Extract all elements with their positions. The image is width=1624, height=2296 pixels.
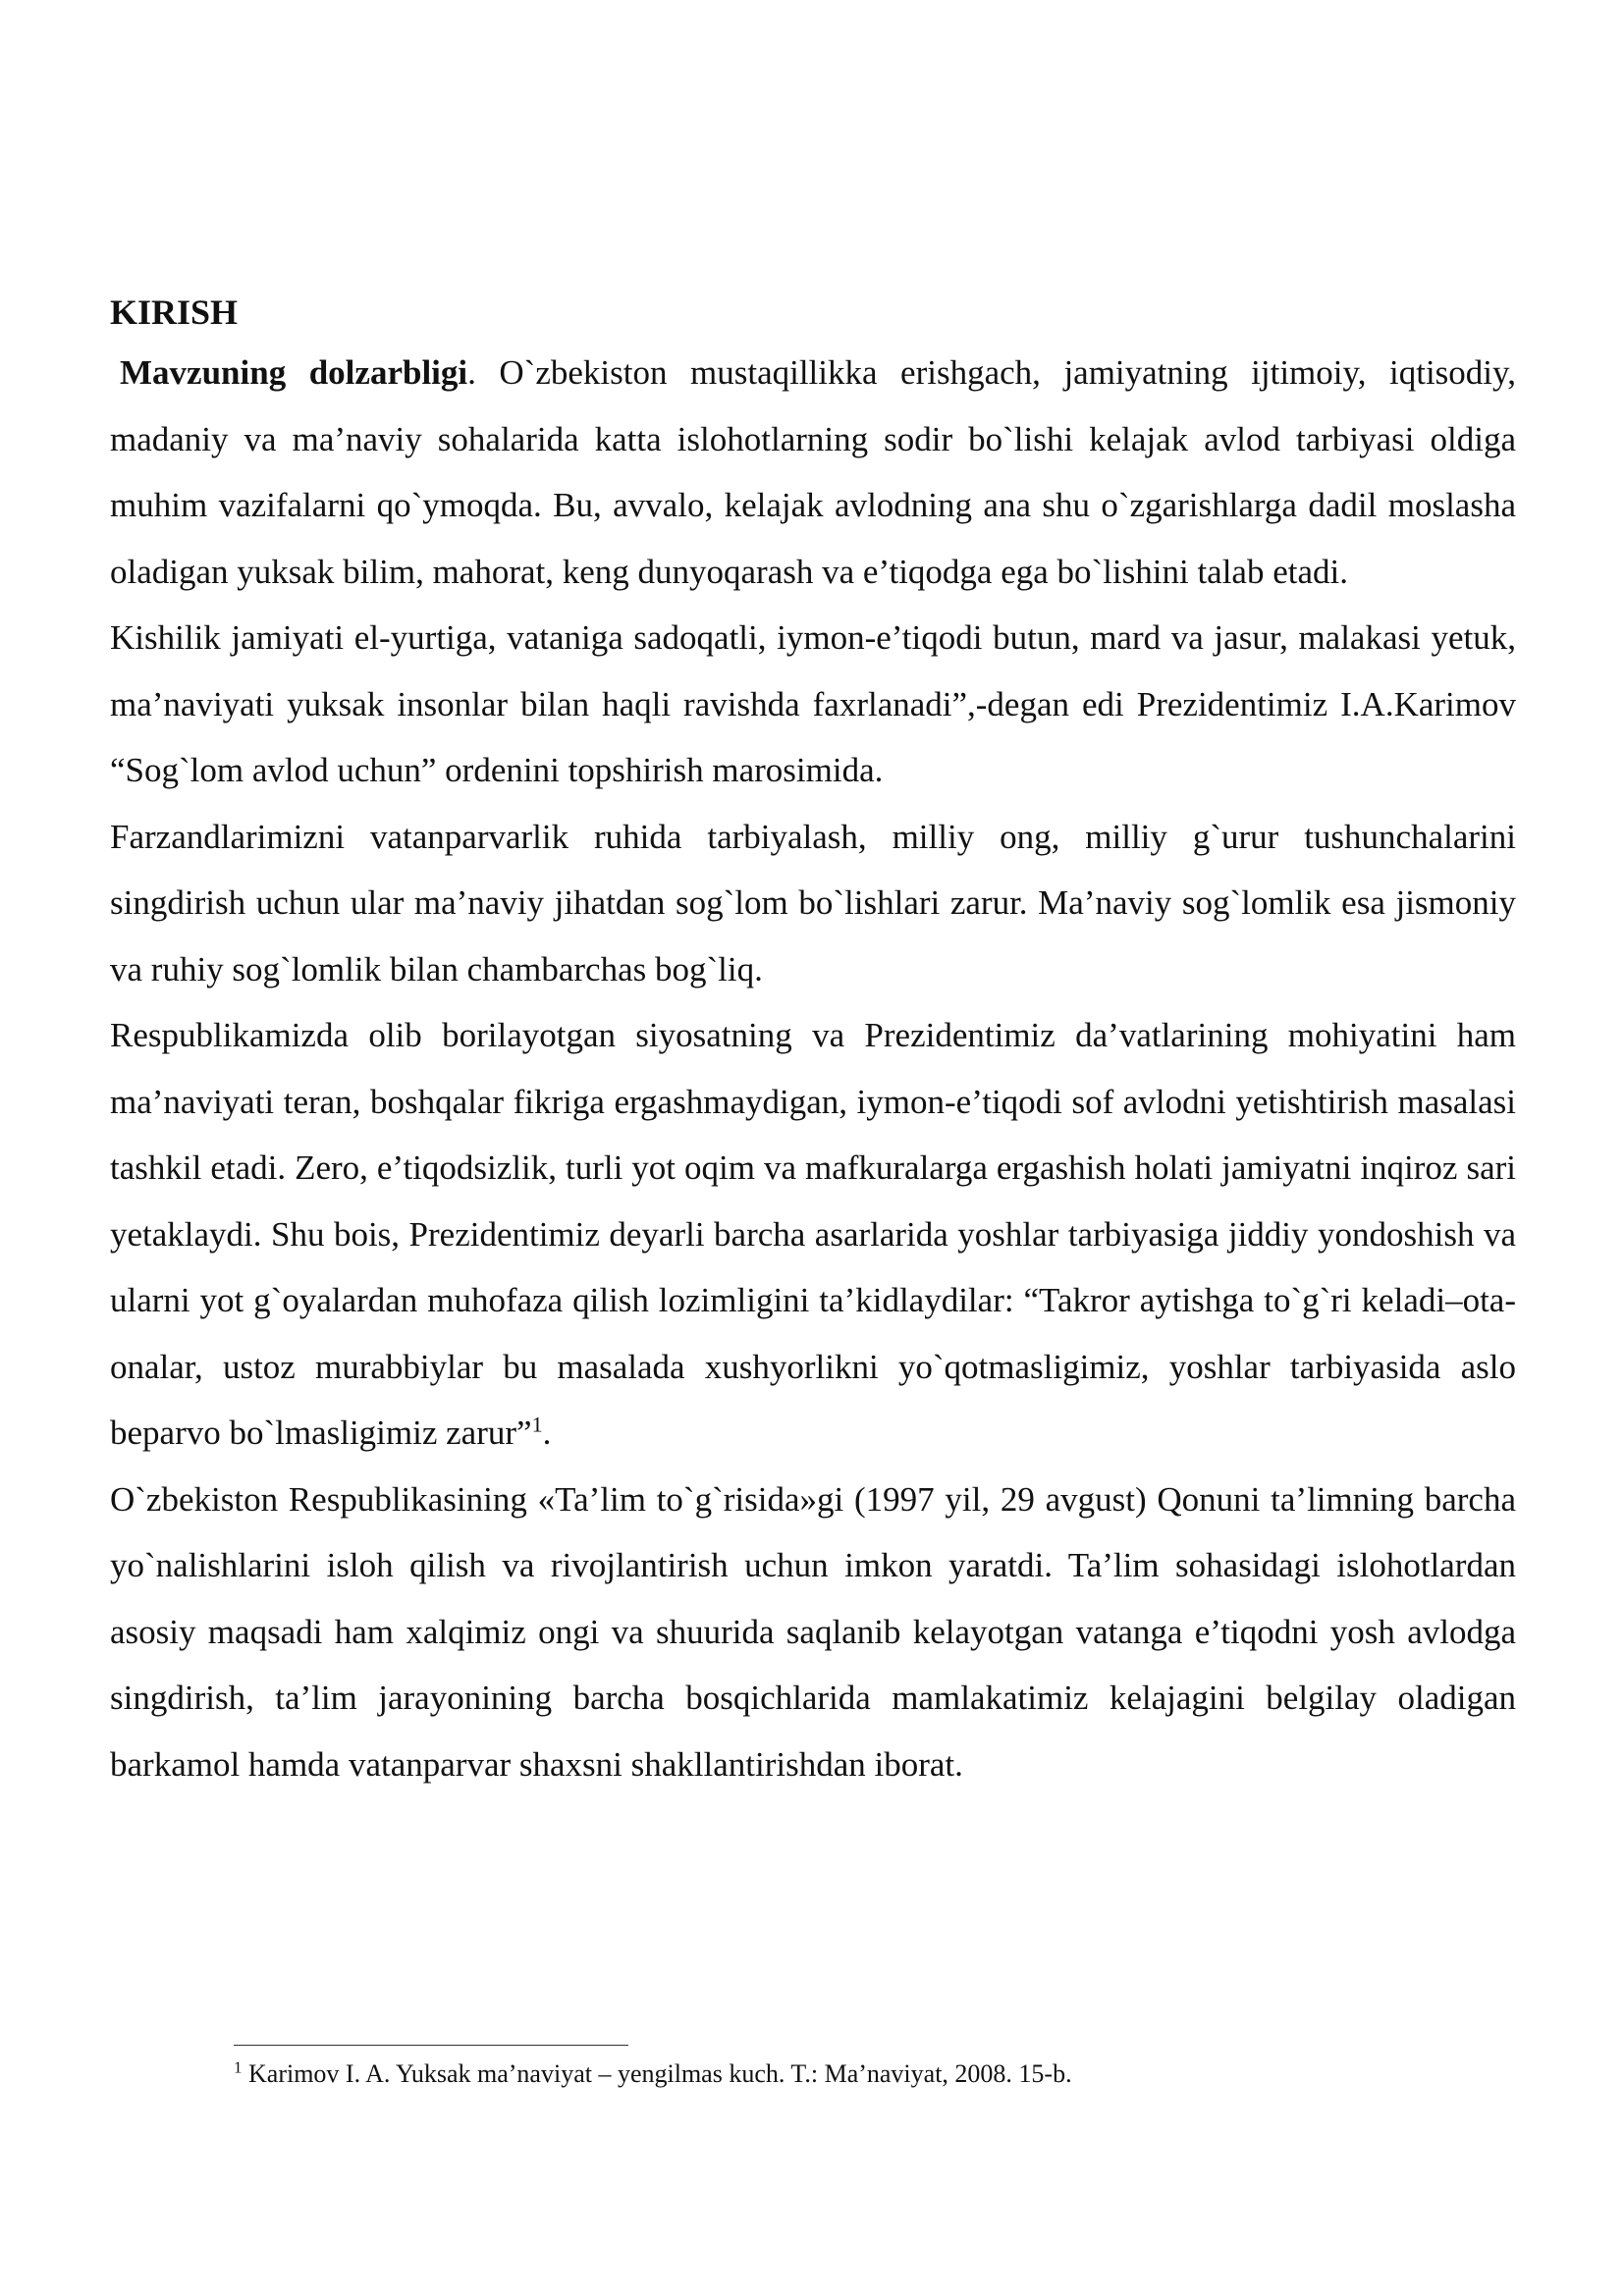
paragraph-policy: [110, 1002, 1516, 1467]
footnote-mark: 1: [234, 2057, 243, 2077]
intro-text: . O`zbekiston mustaqillikka erishgach, jamiyatning ijtimoiy, iqtisodiy, madaniy va ma’naviy sohalarida katta islohotlarning sodir bo`lishi kelajak avlod tarbiyasi oldiga muhim vazifalarni qo`ymoqda. Bu, avvalo, kelajak avlodning ana shu o`zgarishlarga dadil moslasha oladigan yuksak bilim, mahorat, keng dunyoqarash va e’tiqodga ega bo`lishini talab etadi.: [110, 353, 1516, 591]
footnote-item: [234, 2057, 1510, 2091]
paragraph-policy-end: .: [542, 1414, 552, 1452]
footnote-text: Karimov I. A. Yuksak ma’naviyat – yengilmas kuch. T.: Ma’naviyat, 2008. 15-b.: [242, 2059, 1072, 2088]
paragraph-patriotism: Farzandlarimizni vatanparvarlik ruhida tarbiyalash, milliy ong, milliy g`urur tushunchalarini singdirish uchun ular ma’naviy jihatdan sog`lom bo`lishlari zarur. Ma’naviy sog`lomlik esa jismoniy va ruhiy sog`lomlik bilan chambarchas bog`liq.: [110, 817, 1516, 988]
footnote-reference: 1: [531, 1412, 543, 1437]
document-body: [110, 285, 1516, 1797]
paragraph-policy-text: Respublikamizda olib borilayotgan siyosatning va Prezidentimiz da’vatlarining mohiyatini ham ma’naviyati teran, boshqalar fikriga ergashmaydigan, iymon-e’tiqodi sof avlodni yetishtirish masalasi tashkil etadi. Zero, e’tiqodsizlik, turli yot oqim va mafkuralarga ergashish holati jamiyatni inqiroz sari yetaklaydi. Shu bois, Prezidentimiz deyarli barcha asarlarida yoshlar tarbiyasiga jiddiy yondoshish va ularni yot g`oyalardan muhofaza qilish lozimligini ta’kidlaydilar: “Takror aytishga to`g`ri keladi–ota-onalar, ustoz murabbiylar bu masalada xushyorlikni yo`qotmasligimiz, yoshlar tarbiyasida aslo beparvo bo`lmasligimiz zarur”: [110, 1016, 1516, 1452]
footnote-area: [234, 2045, 1510, 2091]
footnote-separator: [234, 2045, 628, 2046]
section-heading: KIRISH: [110, 293, 239, 332]
intro-paragraph: [110, 340, 1516, 605]
paragraph-quote: Kishilik jamiyati el-yurtiga, vataniga sadoqatli, iymon-e’tiqodi butun, mard va jasur, malakasi yetuk, ma’naviyati yuksak insonlar bilan haqli ravishda faxrlanadi”,-degan edi Prezidentimiz I.A.Karimov “Sog`lom avlod uchun” ordenini topshirish marosimida.: [110, 618, 1516, 789]
intro-lead-bold: Mavzuning dolzarbligi: [120, 353, 468, 392]
paragraph-law: O`zbekiston Respublikasining «Ta’lim to`g`risida»gi (1997 yil, 29 avgust) Qonuni ta’limning barcha yo`nalishlarini isloh qilish va rivojlantirish uchun imkon yaratdi. Ta’lim sohasidagi islohotlardan asosiy maqsadi ham xalqimiz ongi va shuurida saqlanib kelayotgan vatanga e’tiqodni yosh avlodga singdirish, ta’lim jarayonining barcha bosqichlarida mamlakatimiz kelajagini belgilay oladigan barkamol hamda vatanparvar shaxsni shakllantirishdan iborat.: [110, 1479, 1516, 1784]
